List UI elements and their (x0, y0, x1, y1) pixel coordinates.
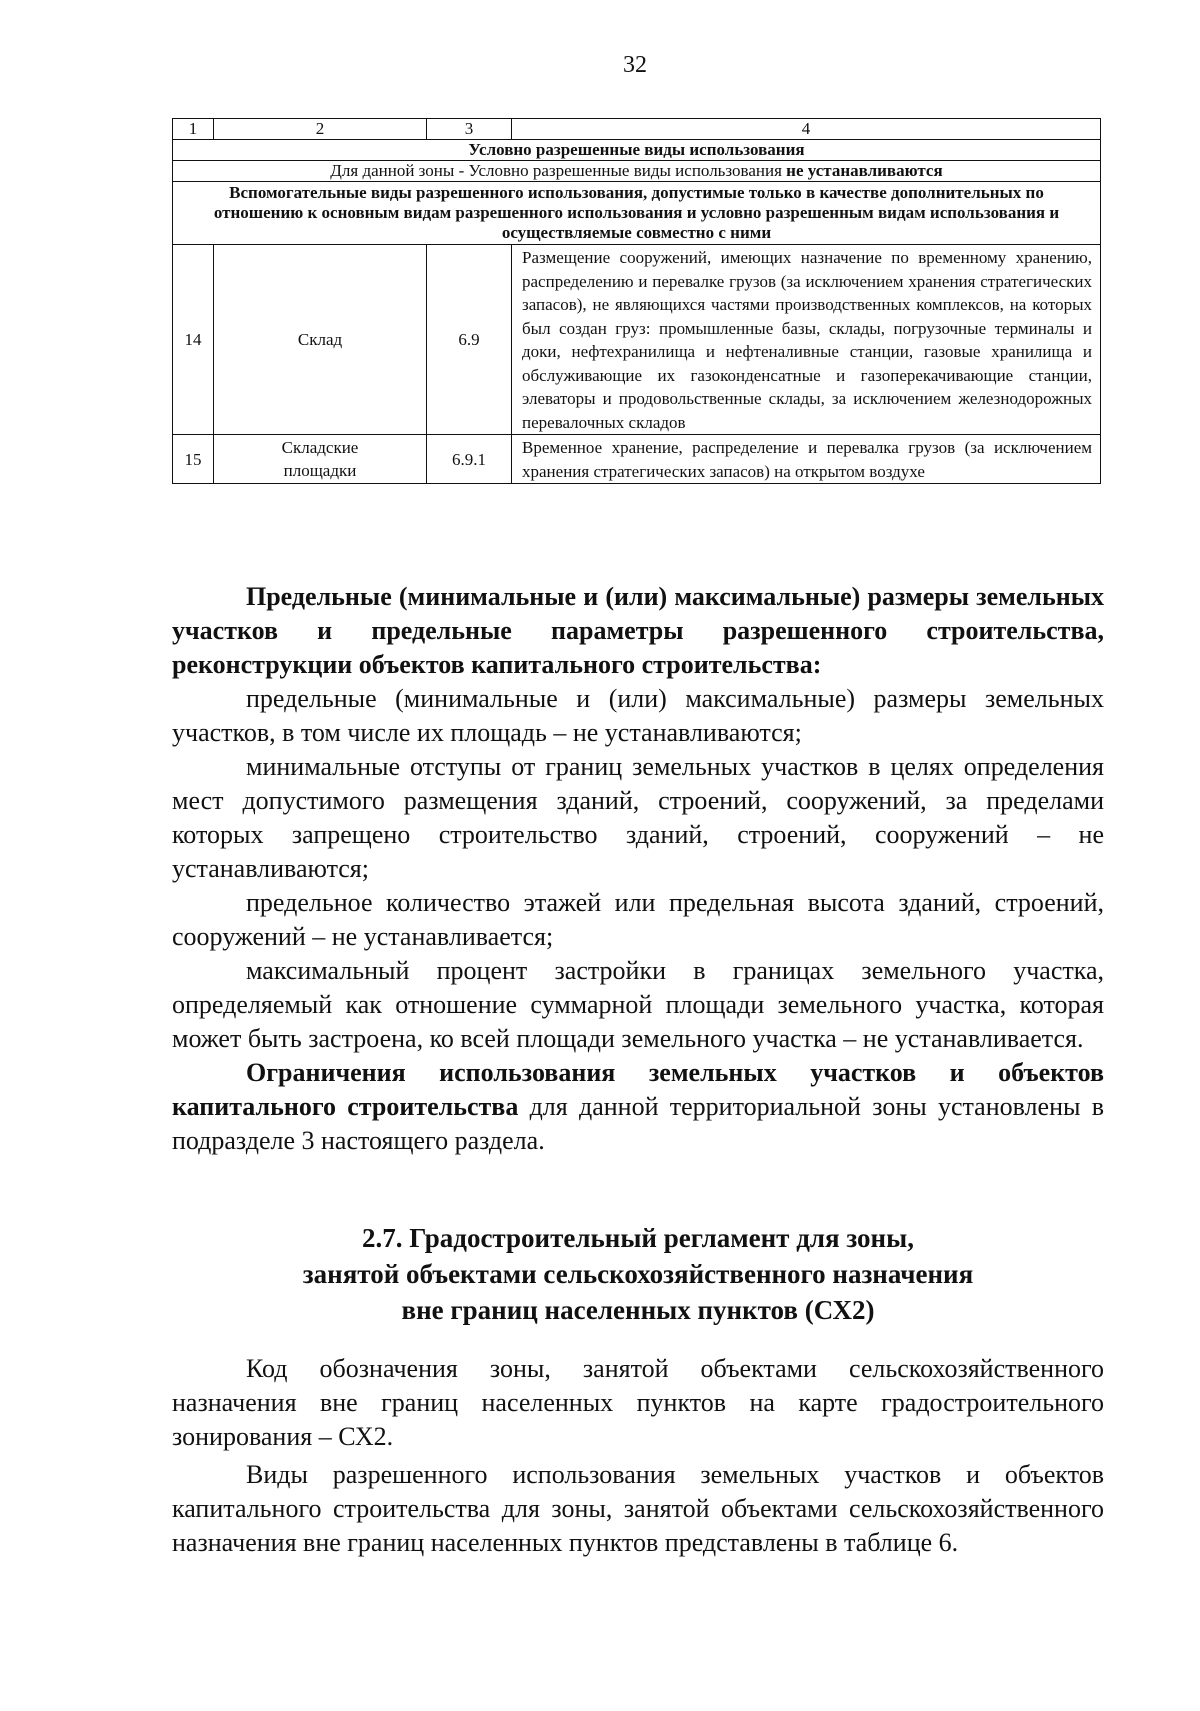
row-number: 15 (173, 435, 214, 484)
limits-heading: Предельные (минимальные и (или) максимальные) размеры земельных участков и предельные параметры разрешенного строительства, реконструкции объектов капитального строительства: (172, 582, 1104, 679)
column-header: 2 (214, 119, 427, 140)
limits-item: максимальный процент застройки в границах земельного участка, определяемый как отношение суммарной площади земельного участка, которая может быть застроена, ко всей площади земельного участка – не устанавливается. (172, 956, 1104, 1053)
column-header: 1 (173, 119, 214, 140)
restrictions-bold: Ограничения использования земельных участков и объектов капитального строительства (172, 1058, 1104, 1121)
section-heading (172, 1220, 1104, 1328)
section-heading-line: занятой объектами сельскохозяйственного назначения (302, 1259, 974, 1289)
conditional-uses-note-row (173, 161, 1101, 182)
restrictions-paragraph (172, 1056, 1104, 1158)
table-reference-paragraph: Виды разрешенного использования земельных участков и объектов капитального строительства для зоны, занятой объектами сельскохозяйственного назначения вне границ населенных пунктов представлены в таблице 6. (172, 1460, 1104, 1557)
page-number: 32 (623, 52, 647, 78)
restrictions-text: для данной территориальной зоны установлены в подразделе 3 настоящего раздела. (172, 1092, 1104, 1155)
conditional-note-text: Для данной зоны - Условно разрешенные виды использования (330, 161, 787, 180)
column-header: 4 (512, 119, 1101, 140)
limits-section (172, 580, 1104, 1158)
auxiliary-uses-title: Вспомогательные виды разрешенного использования, допустимые только в качестве дополнительных по отношению к основным видам разрешенного использования и условно разрешенным видам использования и осуществляемые совместно с ними (173, 182, 1101, 245)
limits-item: минимальные отступы от границ земельных участков в целях определения мест допустимого размещения зданий, строений, сооружений, за пределами которых запрещено строительство зданий, строений, сооружений – не устанавливаются; (172, 752, 1104, 883)
use-name: Склад (214, 245, 427, 435)
limits-item: предельные (минимальные и (или) максимальные) размеры земельных участков, в том числе их площадь – не устанавливаются; (172, 684, 1104, 747)
limits-item: предельное количество этажей или предельная высота зданий, строений, сооружений – не устанавливается; (172, 888, 1104, 951)
use-code: 6.9 (427, 245, 512, 435)
use-name: Складские площадки (214, 435, 427, 484)
section-heading-line: 2.7. Градостроительный регламент для зоны, (362, 1223, 914, 1253)
table-row (173, 435, 1101, 484)
conditional-note-bold: не устанавливаются (786, 161, 943, 180)
use-description: Размещение сооружений, имеющих назначение по временному хранению, распределению и перевалке грузов (за исключением хранения стратегических запасов), не являющихся частями производственных комплексов, на которых был создан груз: промышленные базы, склады, погрузочные терминалы и доки, нефтехранилища и нефтеналивные станции, газовые хранилища и обслуживающие их газоконденсатные и газоперекачивающие станции, элеваторы и продовольственные склады, за исключением железнодорожных перевалочных складов (512, 245, 1101, 435)
section-body (172, 1352, 1104, 1560)
row-number: 14 (173, 245, 214, 435)
auxiliary-uses-title-row (173, 182, 1101, 245)
land-use-table (172, 118, 1101, 484)
zone-code-paragraph: Код обозначения зоны, занятой объектами сельскохозяйственного назначения вне границ населенных пунктов на карте градостроительного зонирования – СХ2. (172, 1354, 1104, 1451)
section-heading-line: вне границ населенных пунктов (СХ2) (401, 1295, 875, 1325)
conditional-uses-title: Условно разрешенные виды использования (173, 140, 1101, 161)
table-row (173, 245, 1101, 435)
use-code: 6.9.1 (427, 435, 512, 484)
column-header: 3 (427, 119, 512, 140)
use-description: Временное хранение, распределение и перевалка грузов (за исключением хранения стратегических запасов) на открытом воздухе (512, 435, 1101, 484)
table-header-row (173, 119, 1101, 140)
conditional-uses-note (173, 161, 1101, 182)
conditional-uses-title-row (173, 140, 1101, 161)
